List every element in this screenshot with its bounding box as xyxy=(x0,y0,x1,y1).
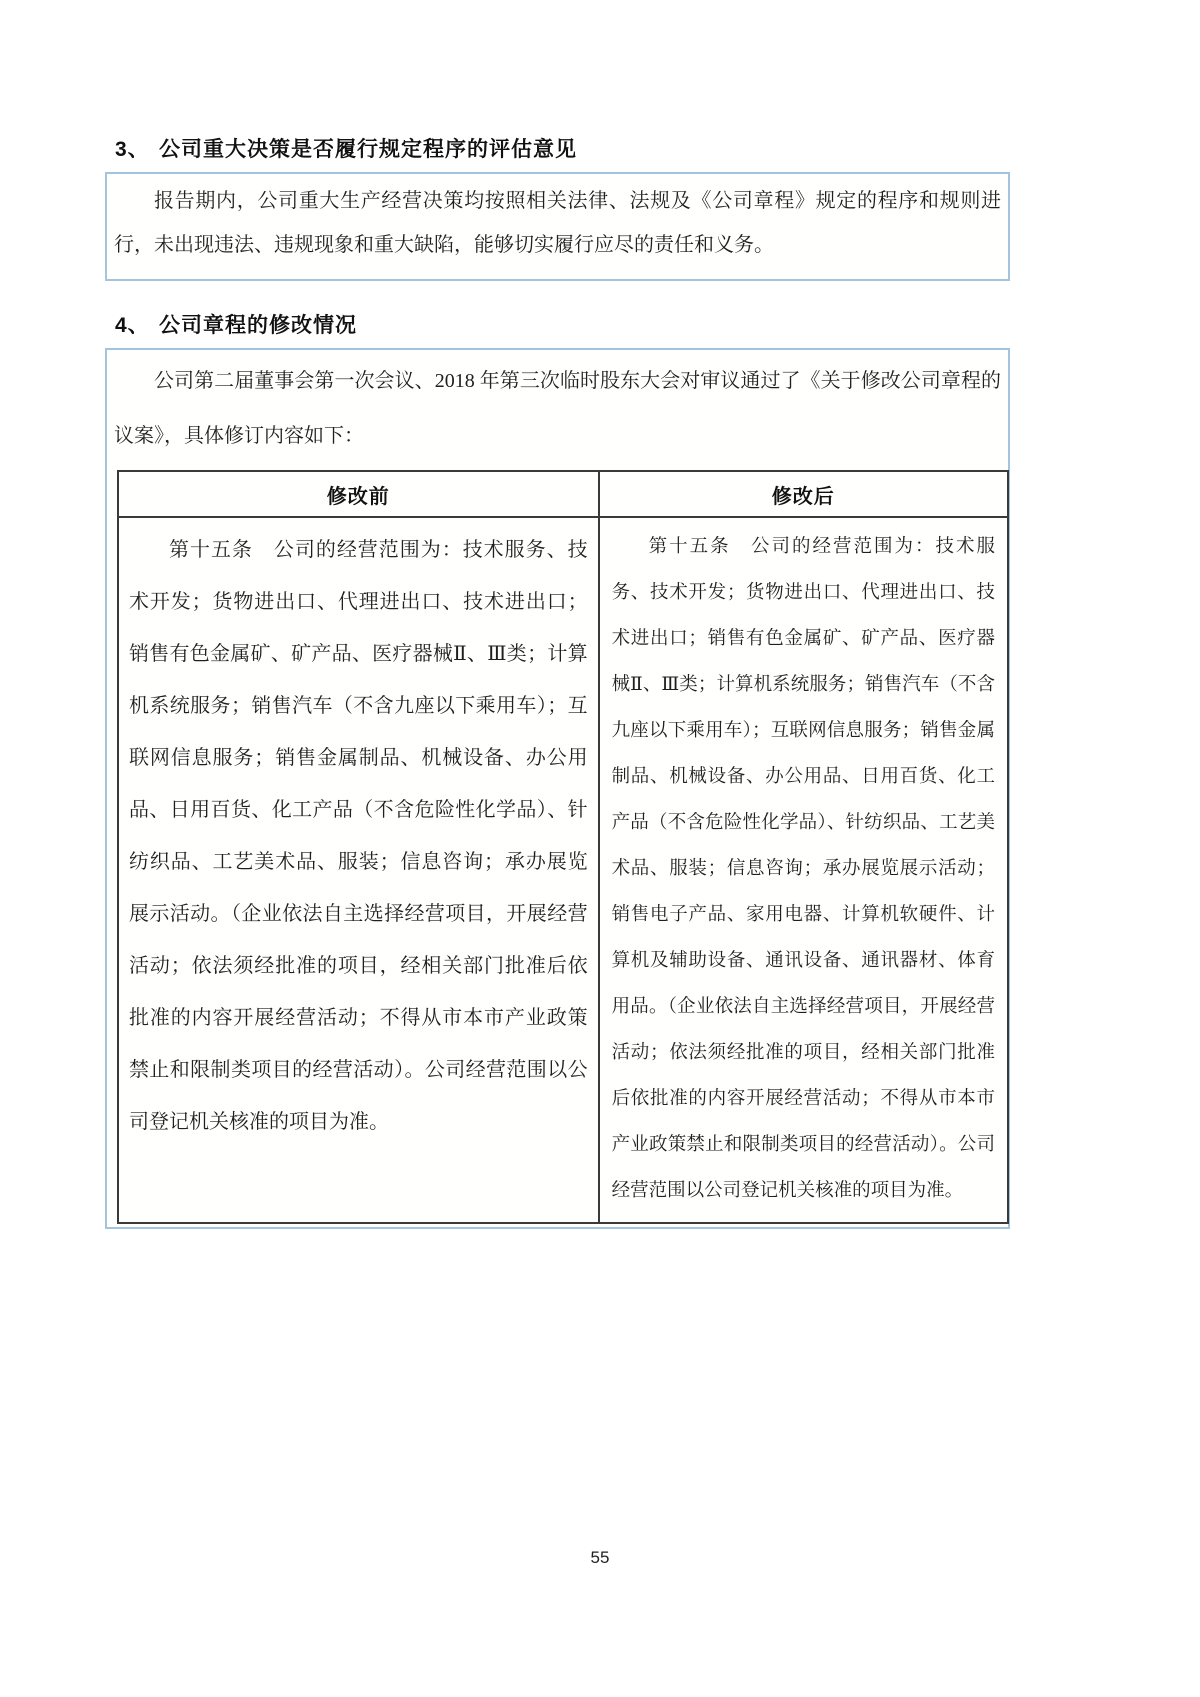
cell-after-amendment xyxy=(599,517,1008,1223)
section-3-heading xyxy=(105,133,1010,163)
cell-before-amendment xyxy=(118,517,599,1223)
column-header-after: 修改后 xyxy=(599,471,1008,517)
section-3-box xyxy=(105,172,1010,281)
page-content xyxy=(105,133,1010,1229)
column-header-before: 修改前 xyxy=(118,471,599,517)
section-3-title: 公司重大决策是否履行规定程序的评估意见 xyxy=(159,138,577,161)
section-4-box xyxy=(105,348,1010,1229)
table-header-row xyxy=(118,471,1008,517)
section-3-paragraph: 报告期内，公司重大生产经营决策均按照相关法律、法规及《公司章程》规定的程序和规则进行，未出现违法、违规现象和重大缺陷，能够切实履行应尽的责任和义务。 xyxy=(114,190,1001,256)
before-amendment-text: 第十五条 公司的经营范围为：技术服务、技术开发；货物进出口、代理进出口、技术进出口；销售有色金属矿、矿产品、医疗器械Ⅱ、Ⅲ类；计算机系统服务；销售汽车（不含九座以下乘用车）；互联网信息服务；销售金属制品、机械设备、办公用品、日用百货、化工产品（不含危险性化学品）、针纺织品、工艺美术品、服装；信息咨询；承办展览展示活动。（企业依法自主选择经营项目，开展经营活动；依法须经批准的项目，经相关部门批准后依批准的内容开展经营活动；不得从市本市产业政策禁止和限制类项目的经营活动）。公司经营范围以公司登记机关核准的项目为准。 xyxy=(129,539,588,1133)
section-4-title: 公司章程的修改情况 xyxy=(159,314,357,337)
section-4-intro-paragraph: 公司第二届董事会第一次会议、2018 年第三次临时股东大会对审议通过了《关于修改公司章程的议案》，具体修订内容如下： xyxy=(114,370,1001,447)
section-4-number: 4、 xyxy=(115,314,150,337)
section-3-number: 3、 xyxy=(115,138,150,161)
page-number: 55 xyxy=(590,1548,610,1567)
charter-amendment-table xyxy=(117,470,1009,1224)
table-body-row xyxy=(118,517,1008,1223)
after-amendment-text: 第十五条 公司的经营范围为：技术服务、技术开发；货物进出口、代理进出口、技术进出口；销售有色金属矿、矿产品、医疗器械Ⅱ、Ⅲ类；计算机系统服务；销售汽车（不含九座以下乘用车）；互联网信息服务；销售金属制品、机械设备、办公用品、日用百货、化工产品（不含危险性化学品）、针纺织品、工艺美术品、服装；信息咨询；承办展览展示活动；销售电子产品、家用电器、计算机软硬件、计算机及辅助设备、通讯设备、通讯器材、体育用品。（企业依法自主选择经营项目，开展经营活动；依法须经批准的项目，经相关部门批准后依批准的内容开展经营活动；不得从市本市产业政策禁止和限制类项目的经营活动）。公司经营范围以公司登记机关核准的项目为准。 xyxy=(611,537,995,1201)
section-4-heading xyxy=(105,309,1010,339)
